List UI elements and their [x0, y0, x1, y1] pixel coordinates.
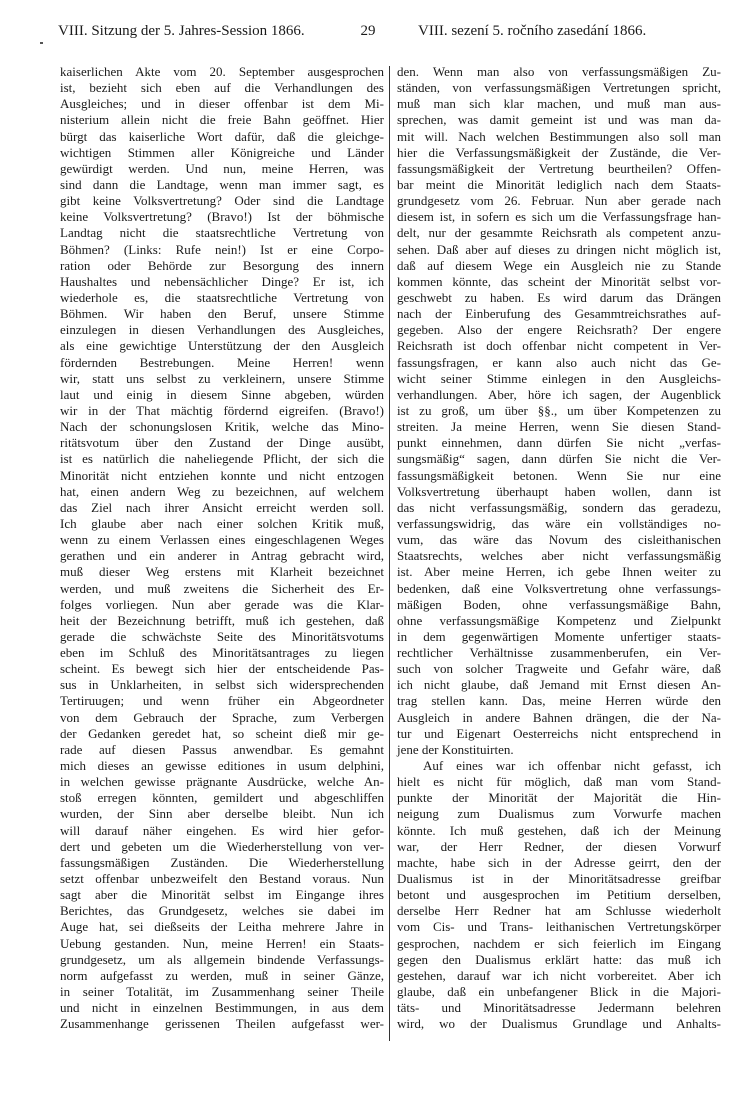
text-line: der Gedanken geredet hat, so scheint dieß mir ge- — [60, 725, 384, 741]
text-line: fassungsmäßigkeit der Vertretung beurtheilen? Offen- — [397, 160, 721, 176]
right-column-text — [397, 64, 721, 1032]
text-line: den. Wenn man also von verfassungsmäßigen Zu- — [397, 64, 721, 79]
text-line: sungsmäßig“ sagen, dann dürfen Sie nicht die Ver- — [397, 451, 721, 467]
text-line: hat, einen andern Weg zu bezeichnen, auf welchem — [60, 483, 384, 499]
text-line: muß dieser Weg erstens mit Klarheit bezeichnet — [60, 564, 384, 580]
text-line: neigung zum Dualismus zum Vorwurfe machen — [397, 806, 721, 822]
text-line: das nicht verfassungsmäßig, sondern das geradezu, — [397, 499, 721, 515]
text-line: verhandlungen. Aber, höre ich sagen, der Augenblick — [397, 386, 721, 402]
text-line: verfassungswidrig, das wäre ein vollständiges no- — [397, 515, 721, 531]
text-line: Auf eines war ich offenbar nicht gefasst, ich — [423, 758, 721, 774]
text-line: betont und ausgesprochen im Petitium derselben, — [397, 887, 721, 903]
text-line: kommen könnte, das scheint der Minorität selbst vor- — [397, 273, 721, 289]
text-line: grundgesetz, um als allgemein bindende Verfassungs- — [60, 951, 384, 967]
text-line: wird, wo der Dualismus Grundlage und Anhalts- — [397, 1016, 721, 1032]
text-line: Berichtes, das Grundgesetz, welches sie dabei im — [60, 903, 384, 919]
text-line: Dualismus ist in der Minoritätsadresse greifbar — [397, 871, 721, 887]
text-line: wichtigen Stimmen aller Königreiche und Länder — [60, 144, 384, 160]
text-line: nisterium allein nicht die freie Bahn geöffnet. Hier — [60, 112, 384, 128]
text-line: ist es natürlich die naheliegende Pflicht, der sich die — [60, 451, 384, 467]
text-line: hier die Verfassungsmäßigkeit der Zustände, die Ver- — [397, 144, 721, 160]
scan-speck — [40, 42, 43, 44]
text-line: gestehen, darauf war ich nicht vorbereitet. Aber ich — [397, 967, 721, 983]
text-line: punkte der Minorität der Majorität die Hin- — [397, 790, 721, 806]
left-column-text — [60, 64, 384, 1032]
text-line: Reichsrath ist doch offenbar nicht competent in Ver- — [397, 338, 721, 354]
running-header-german: VIII. Sitzung der 5. Jahres-Session 1866. — [58, 23, 305, 39]
text-line: das Ziel nach ihrer Ansicht erreicht werden soll. — [60, 499, 384, 515]
text-line: keine Volksvertretung? (Bravo!) Ist der böhmische — [60, 209, 384, 225]
text-line: laut und einig in diesem Sinne abgeben, würden — [60, 386, 384, 402]
text-line: ich nicht glaube, daß Jemand mit Ernst diesen An- — [397, 677, 721, 693]
text-line: einzulegen in diesen Verhandlungen des Ausgleiches, — [60, 322, 384, 338]
text-line: will darauf näher eingehen. Es wird hier gefor- — [60, 822, 384, 838]
text-line: gerade die schwächste Seite des Minoritätsvotums — [60, 628, 384, 644]
text-line: Böhmen. Wir haben den Beruf, unsere Stimme — [60, 306, 384, 322]
text-line: gewürdigt werden. Und nun, meine Herren, was — [60, 160, 384, 176]
text-line: sus in Unklarheiten, in selbst sich widersprechenden — [60, 677, 384, 693]
text-line: wiederhole es, die staatsrechtliche Vertretung von — [60, 289, 384, 305]
text-line: ohne verfassungsmäßige Kompetenz und Zielpunkt — [397, 612, 721, 628]
text-line: vum, das wäre das Novum des cisleithanischen — [397, 532, 721, 548]
text-line: in dem gegenwärtigen Momente unfertiger staats- — [397, 628, 721, 644]
text-line: eben im Schluß des Minoritätsantrages zu liegen — [60, 645, 384, 661]
text-line: rechtlicher Verhältnisse zusammenberufen, ein Ver- — [397, 645, 721, 661]
page-number: 29 — [360, 23, 376, 39]
column-divider — [389, 66, 390, 1041]
text-line: täts- und Minoritätsadresse Jedermann belehren — [397, 1000, 721, 1016]
text-line: diesem ist, in sofern es sich um die Verfassungsfrage han- — [397, 209, 721, 225]
text-line: ritätsvotum über den Zustand der Dinge ausübt, — [60, 435, 384, 451]
text-line: fassungsmäßigen Zuständen. Die Wiederherstellung — [60, 854, 384, 870]
text-line: tur und Eigenart Oesterreichs nicht entsprechend in — [397, 725, 721, 741]
text-line: Ich glaube aber nach einer solchen Kritik muß, — [60, 515, 384, 531]
text-line: vom Cis- und Trans- leithanischen Vertretungskörper — [397, 919, 721, 935]
text-line: scheint. Es bewegt sich hier der entscheidende Pas- — [60, 661, 384, 677]
text-line: mäßigen Boden, ohne verfassungsmäßige Bahn, — [397, 596, 721, 612]
text-line: war, der Herr Redner, der diesen Vorwurf — [397, 838, 721, 854]
text-line: fassungsfragen, er kann also auch nicht das Ge- — [397, 354, 721, 370]
text-line: glaube, daß ein unbefangener Blick in die Majori- — [397, 984, 721, 1000]
text-line: sehen. Daß aber auf dieses zu dringen nicht möglich ist, — [397, 241, 721, 257]
text-line: setzt offenbar unbezweifelt den Bestand voraus. Nun — [60, 871, 384, 887]
text-line: machte, habe sich in der Adresse geirrt, den der — [397, 854, 721, 870]
text-line: hielt es nicht für möglich, daß man vom Stand- — [397, 774, 721, 790]
text-line: ständen, von verfassungsmäßigen Vertretungen spricht, — [397, 80, 721, 96]
text-line: ist. Aber meine Herren, ich gebe Ihnen weiter zu — [397, 564, 721, 580]
text-line: geschwebt zu haben. Es wird darum das Drängen — [397, 289, 721, 305]
text-line: sagt aber die Minorität selbst im Eingange ihres — [60, 887, 384, 903]
text-line: sprechen, was damit gemeint ist und was man da- — [397, 112, 721, 128]
text-line: Zusammenhange gerissenen Theilen aufgefasst wer- — [60, 1016, 384, 1032]
text-line: Ausgleich in andere Bahnen drängen, die der Na- — [397, 709, 721, 725]
text-line: bürgt das kaiserliche Wort dafür, daß die gleichge- — [60, 128, 384, 144]
text-line: bedenken, daß eine Volksvertretung ohne verfassungs- — [397, 580, 721, 596]
text-line: ration oder Behörde zur Besorgung des innern — [60, 257, 384, 273]
text-line: heit der Bezeichnung betrifft, muß ich gestehen, daß — [60, 612, 384, 628]
text-line: werden, und muß zweitens die Sicherheit des Er- — [60, 580, 384, 596]
text-line: muß man sich klar machen, und muß man aus- — [397, 96, 721, 112]
text-line: ist, bezieht sich eben auf die Verhandlungen des — [60, 80, 384, 96]
text-line: in seiner Totalität, im Zusammenhang seiner Theile — [60, 984, 384, 1000]
text-line: wenn zu einem Verlassen eines eingeschlagenen Weges — [60, 532, 384, 548]
text-line: punkt einnehmen, dann dürfen Sie nicht „verfas- — [397, 435, 721, 451]
text-line: folges vorliegen. Nun aber gerade was die Klar- — [60, 596, 384, 612]
text-line: Tertiruugen; und wenn früher ein Abgeordneter — [60, 693, 384, 709]
text-line: streiten. Ja meine Herren, wenn Sie diesen Stand- — [397, 419, 721, 435]
text-line: ist zu groß, um über §§., um über Kompetenzen zu — [397, 402, 721, 418]
text-line: Auge hat, sei dießseits der Leitha mehrere Jahre in — [60, 919, 384, 935]
text-line: kaiserlichen Akte vom 20. September ausgesprochen — [60, 64, 384, 79]
text-line: in welchen gewisse prägnante Ausdrücke, welche An- — [60, 774, 384, 790]
text-line: könnte. Ich muß gestehen, daß ich der Meinung — [397, 822, 721, 838]
text-line: wir in der That mächtig fördernd eigreifen. (Bravo!) — [60, 402, 384, 418]
text-line: grundgesetz vom 26. Februar. Nun aber gerade nach — [397, 193, 721, 209]
text-line: fördernden Bestrebungen. Meine Herren! wenn — [60, 354, 384, 370]
text-line: Staatsrechts, welches aber nicht verfassungsmäßig — [397, 548, 721, 564]
text-line: stoß erregen könnten, gemildert und abgeschliffen — [60, 790, 384, 806]
text-line: Volksvertretung überhaupt haben wollen, dann ist — [397, 483, 721, 499]
text-line: dert und gebeten um die Wiederherstellung von ver- — [60, 838, 384, 854]
text-line: Böhmen? (Links: Rufe nein!) Ist er eine Corpo- — [60, 241, 384, 257]
text-line: fassungsmäßigkeit betonen. Wenn Sie nur eine — [397, 467, 721, 483]
text-line: trag stellen kann. Das, meine Herren würde den — [397, 693, 721, 709]
text-line: wurden, der Sinn aber derselbe bleibt. Nun ich — [60, 806, 384, 822]
text-line: Nach der schonungslosen Kritik, welche das Mino- — [60, 419, 384, 435]
text-line: gegeben. Also der engere Reichsrath? Der engere — [397, 322, 721, 338]
text-line: derselbe Herr Redner hat am Schlusse wiederholt — [397, 903, 721, 919]
text-line: gesprochen, nachdem er sich feierlich im Eingang — [397, 935, 721, 951]
text-line: bar meint die Minorität lediglich nach dem Staats- — [397, 176, 721, 192]
text-line: Haushaltes und nebensächlicher Dinge? Er ist, ich — [60, 273, 384, 289]
text-line: gegen den Dualismus erklärt hatte: das muß ich — [397, 951, 721, 967]
running-header-czech: VIII. sezení 5. ročního zasedání 1866. — [418, 23, 647, 39]
text-line: und nicht in einzelnen Bestimmungen, in aus dem — [60, 1000, 384, 1016]
text-line: such von solcher Tragweite und Gefahr wäre, daß — [397, 661, 721, 677]
text-line: als eine gewichtige Unterstützung der den Ausgleich — [60, 338, 384, 354]
text-line: Ausgleiches; und in dieser offenbar ist dem Mi- — [60, 96, 384, 112]
text-line: Landtag nicht die staatsrechtliche Vertretung von — [60, 225, 384, 241]
text-line: gibt keine Volksvertretung? Oder sind die Landtage — [60, 193, 384, 209]
text-line: mit will. Nach welchen Bestimmungen also soll man — [397, 128, 721, 144]
text-line: gerathen und ein anderer in Antrag gebracht wird, — [60, 548, 384, 564]
text-line: daß auf diesem Wege ein Ausgleich nie zu Stande — [397, 257, 721, 273]
text-line: von dem Gebrauch der Sprache, zum Verbergen — [60, 709, 384, 725]
text-line: jene der Konstituirten. — [397, 741, 514, 757]
text-line: norm aufgefasst zu werden, muß in seiner Gänze, — [60, 967, 384, 983]
text-line: delt, nur der gesammte Reichsrath als competent anzu- — [397, 225, 721, 241]
text-line: Minorität nicht entziehen konnte und nicht entzogen — [60, 467, 384, 483]
text-line: wir, statt uns selbst zu verkleinern, unsere Stimme — [60, 370, 384, 386]
text-line: Uebung gestanden. Nun, meine Herren! ein Staats- — [60, 935, 384, 951]
text-line: wicht seiner Stimme einlegen in den Ausgleichs- — [397, 370, 721, 386]
text-line: mich dieses an gewisse editiones in usum delphini, — [60, 758, 384, 774]
text-line: rade auf diesen Passus anwendbar. Es gemahnt — [60, 741, 384, 757]
text-line: sind dann die Landtage, wenn man immer sagt, es — [60, 176, 384, 192]
text-line: nach der Einberufung des Gesammtreichsrathes auf- — [397, 306, 721, 322]
